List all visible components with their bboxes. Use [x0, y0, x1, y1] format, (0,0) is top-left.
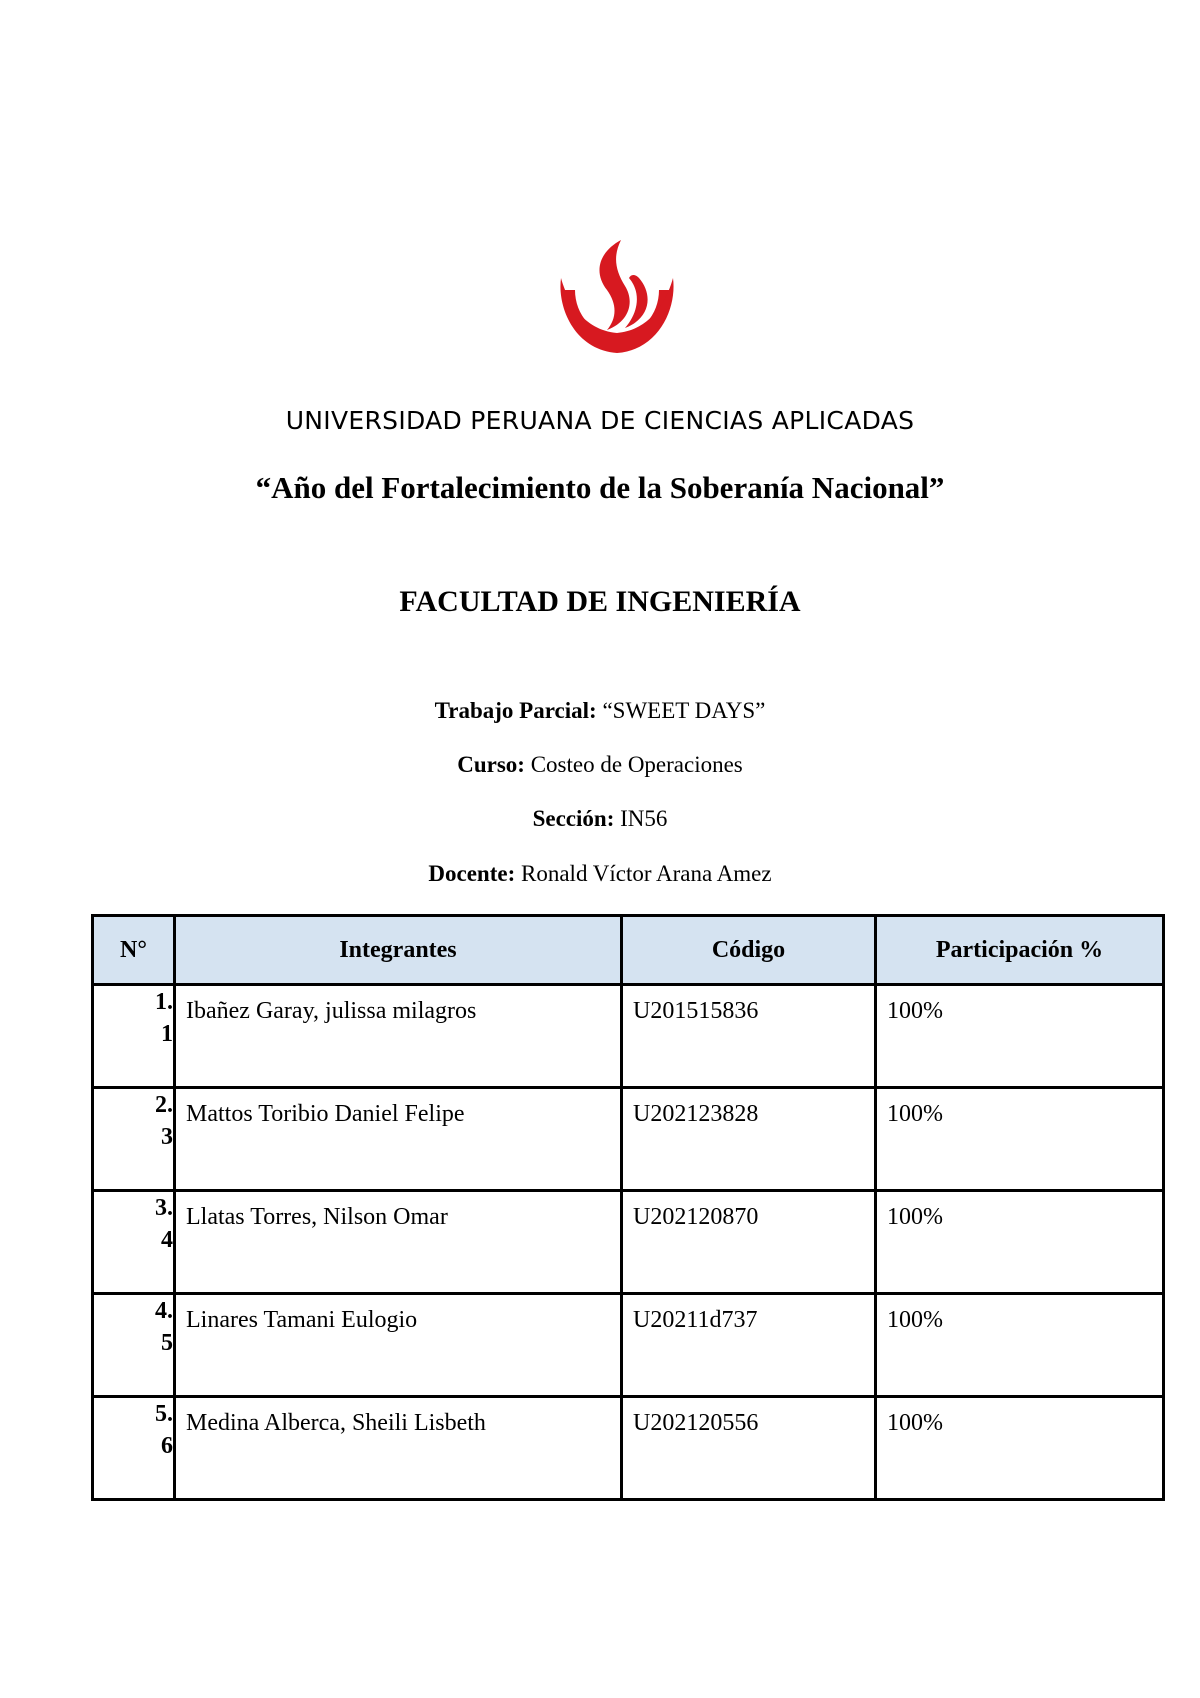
meta-seccion — [0, 806, 1200, 832]
member-participation-cell — [876, 1397, 1164, 1500]
table-row — [93, 1397, 1164, 1500]
row-number-part: 3. — [155, 1195, 173, 1221]
member-code-cell — [622, 985, 876, 1088]
row-number-part: 6 — [161, 1433, 173, 1459]
member-code: U202123828 — [633, 1101, 759, 1127]
member-name: Llatas Torres, Nilson Omar — [186, 1204, 448, 1230]
table-header-row — [93, 916, 1164, 985]
member-name-cell — [175, 1294, 622, 1397]
header-participacion: Participación % — [876, 916, 1164, 985]
table-row — [93, 1088, 1164, 1191]
seccion-value: IN56 — [620, 806, 668, 831]
row-number-part: 5. — [155, 1401, 173, 1427]
meta-curso — [0, 752, 1200, 778]
meta-trabajo — [0, 698, 1200, 724]
member-name-cell — [175, 1191, 622, 1294]
seccion-label: Sección: — [532, 806, 615, 831]
row-number-part: 5 — [161, 1330, 173, 1356]
table-row — [93, 1191, 1164, 1294]
member-code: U201515836 — [633, 998, 759, 1024]
member-participation: 100% — [887, 1307, 943, 1333]
member-participation-cell — [876, 1088, 1164, 1191]
member-code-cell — [622, 1191, 876, 1294]
member-code: U20211d737 — [633, 1307, 758, 1333]
member-name: Mattos Toribio Daniel Felipe — [186, 1101, 465, 1127]
docente-label: Docente: — [428, 861, 516, 886]
member-name: Medina Alberca, Sheili Lisbeth — [186, 1410, 486, 1436]
table-row — [93, 1294, 1164, 1397]
meta-docente — [0, 861, 1200, 887]
row-number-part: 1. — [155, 989, 173, 1015]
member-code-cell — [622, 1088, 876, 1191]
member-code-cell — [622, 1397, 876, 1500]
members-table — [91, 914, 1165, 1501]
table-row — [93, 985, 1164, 1088]
trabajo-value: “SWEET DAYS” — [602, 698, 766, 723]
member-participation: 100% — [887, 998, 943, 1024]
row-number — [93, 1088, 175, 1191]
member-participation-cell — [876, 1294, 1164, 1397]
header-codigo: Código — [622, 916, 876, 985]
member-participation: 100% — [887, 1204, 943, 1230]
member-participation-cell — [876, 1191, 1164, 1294]
upc-flame-logo-icon — [555, 238, 680, 363]
faculty-title: FACULTAD DE INGENIERÍA — [399, 585, 801, 618]
header-number: N° — [93, 916, 175, 985]
row-number — [93, 985, 175, 1088]
year-motto: “Año del Fortalecimiento de la Soberanía Nacional” — [255, 470, 945, 505]
row-number-part: 2. — [155, 1092, 173, 1118]
member-code: U202120556 — [633, 1410, 759, 1436]
row-number — [93, 1294, 175, 1397]
university-name: UNIVERSIDAD PERUANA DE CIENCIAS APLICADAS — [285, 406, 915, 435]
member-name-cell — [175, 1397, 622, 1500]
row-number-part: 1 — [161, 1021, 173, 1047]
member-name: Linares Tamani Eulogio — [186, 1307, 418, 1333]
member-code-cell — [622, 1294, 876, 1397]
row-number-part: 4. — [155, 1298, 173, 1324]
curso-label: Curso: — [457, 752, 525, 777]
member-participation: 100% — [887, 1410, 943, 1436]
member-name-cell — [175, 1088, 622, 1191]
member-name: Ibañez Garay, julissa milagros — [186, 998, 477, 1024]
docente-value: Ronald Víctor Arana Amez — [521, 861, 772, 886]
member-participation: 100% — [887, 1101, 943, 1127]
member-code: U202120870 — [633, 1204, 759, 1230]
row-number — [93, 1191, 175, 1294]
trabajo-label: Trabajo Parcial: — [434, 698, 597, 723]
row-number — [93, 1397, 175, 1500]
member-name-cell — [175, 985, 622, 1088]
member-participation-cell — [876, 985, 1164, 1088]
curso-value: Costeo de Operaciones — [530, 752, 743, 777]
row-number-part: 4 — [161, 1227, 173, 1253]
header-integrantes: Integrantes — [175, 916, 622, 985]
row-number-part: 3 — [161, 1124, 173, 1150]
